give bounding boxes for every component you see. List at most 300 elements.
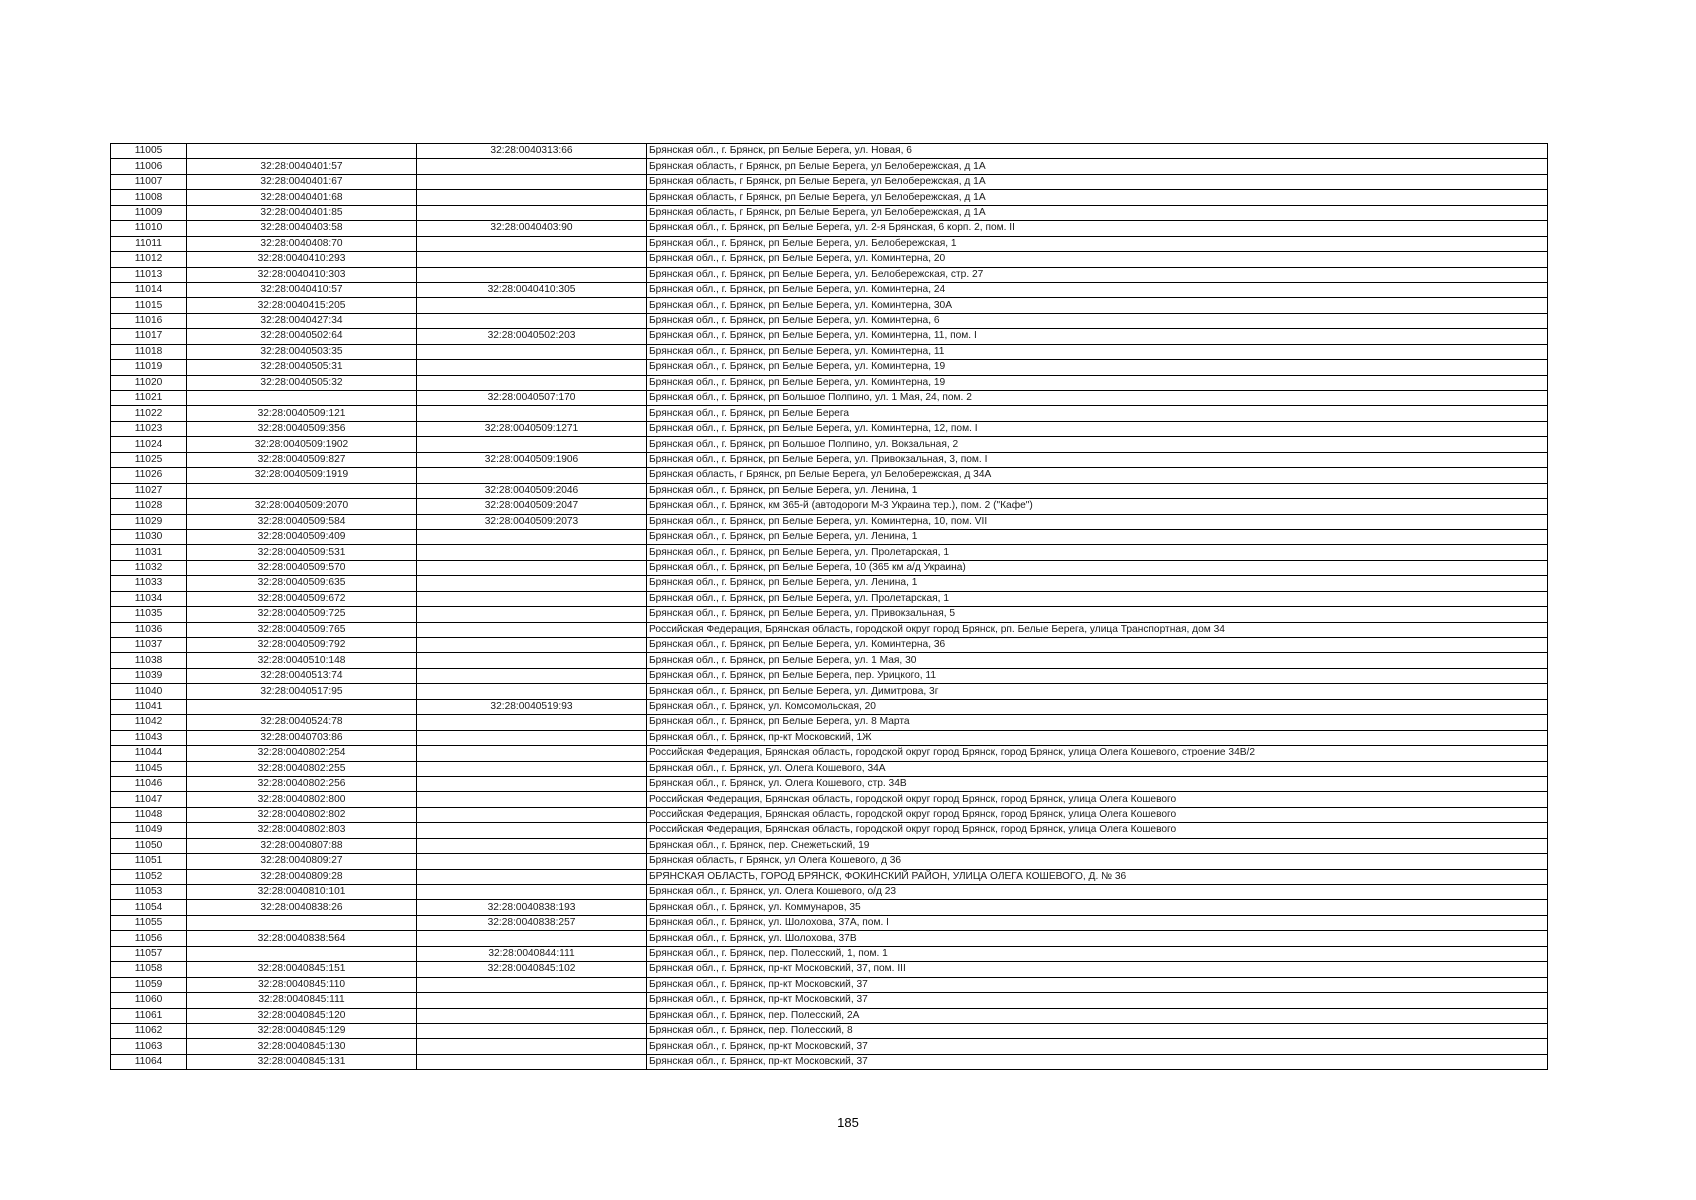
address-cell: Брянская обл., г. Брянск, ул. Олега Кошевого, стр. 34В <box>647 776 1548 791</box>
cadastral-number-cell <box>187 946 417 961</box>
table-row <box>111 576 1548 591</box>
table-row <box>111 344 1548 359</box>
related-cadastral-number-cell <box>417 360 647 375</box>
address-cell: Брянская обл., г. Брянск, рп Белые Берега <box>647 406 1548 421</box>
table-row <box>111 298 1548 313</box>
cadastral-number-cell: 32:28:0040845:151 <box>187 962 417 977</box>
cadastral-number-cell: 32:28:0040802:803 <box>187 823 417 838</box>
address-cell: Брянская обл., г. Брянск, рп Белые Берега, ул. Привокзальная, 5 <box>647 607 1548 622</box>
row-number-cell: 11032 <box>111 560 187 575</box>
related-cadastral-number-cell <box>417 607 647 622</box>
table-row <box>111 483 1548 498</box>
table-row <box>111 607 1548 622</box>
address-cell: Российская Федерация, Брянская область, городской округ город Брянск, город Брянск, улица Олега Кошевого, строение 34В/2 <box>647 746 1548 761</box>
cadastral-number-cell: 32:28:0040401:68 <box>187 190 417 205</box>
table-row <box>111 668 1548 683</box>
address-cell: Брянская обл., г. Брянск, ул. Олега Кошевого, о/д 23 <box>647 885 1548 900</box>
row-number-cell: 11018 <box>111 344 187 359</box>
row-number-cell: 11056 <box>111 931 187 946</box>
address-cell: Брянская обл., г. Брянск, рп Белые Берега, ул. Коминтерна, 11, пом. I <box>647 329 1548 344</box>
cadastral-number-cell: 32:28:0040509:121 <box>187 406 417 421</box>
row-number-cell: 11021 <box>111 391 187 406</box>
related-cadastral-number-cell <box>417 885 647 900</box>
address-cell: Брянская обл., г. Брянск, ул. Коммунаров, 35 <box>647 900 1548 915</box>
row-number-cell: 11009 <box>111 205 187 220</box>
table-row <box>111 174 1548 189</box>
address-cell: Брянская обл., г. Брянск, рп Белые Берега, ул. Коминтерна, 19 <box>647 375 1548 390</box>
address-cell: Брянская обл., г. Брянск, рп Белые Берега, ул. Коминтерна, 10, пом. VII <box>647 514 1548 529</box>
table-row <box>111 267 1548 282</box>
row-number-cell: 11050 <box>111 838 187 853</box>
cadastral-number-cell: 32:28:0040509:792 <box>187 638 417 653</box>
table-row <box>111 900 1548 915</box>
table-row <box>111 807 1548 822</box>
address-cell: Брянская обл., г. Брянск, пр-кт Московский, 1Ж <box>647 730 1548 745</box>
cadastral-number-cell: 32:28:0040802:254 <box>187 746 417 761</box>
related-cadastral-number-cell <box>417 638 647 653</box>
cadastral-number-cell: 32:28:0040410:57 <box>187 282 417 297</box>
cadastral-number-cell: 32:28:0040509:1919 <box>187 468 417 483</box>
cadastral-number-cell: 32:28:0040845:131 <box>187 1054 417 1069</box>
cadastral-number-cell: 32:28:0040802:800 <box>187 792 417 807</box>
related-cadastral-number-cell <box>417 792 647 807</box>
table-row <box>111 638 1548 653</box>
table-row <box>111 622 1548 637</box>
cadastral-number-cell: 32:28:0040505:31 <box>187 360 417 375</box>
cadastral-number-cell: 32:28:0040502:64 <box>187 329 417 344</box>
related-cadastral-number-cell <box>417 1023 647 1038</box>
cadastral-number-cell: 32:28:0040408:70 <box>187 236 417 251</box>
row-number-cell: 11008 <box>111 190 187 205</box>
cadastral-number-cell: 32:28:0040845:120 <box>187 1008 417 1023</box>
row-number-cell: 11058 <box>111 962 187 977</box>
table-row <box>111 313 1548 328</box>
row-number-cell: 11041 <box>111 699 187 714</box>
related-cadastral-number-cell <box>417 190 647 205</box>
cadastral-number-cell: 32:28:0040410:293 <box>187 252 417 267</box>
address-cell: Брянская обл., г. Брянск, рп Большое Полпино, ул. Вокзальная, 2 <box>647 437 1548 452</box>
address-cell: Брянская обл., г. Брянск, пр-кт Московский, 37 <box>647 993 1548 1008</box>
related-cadastral-number-cell <box>417 823 647 838</box>
table-row <box>111 236 1548 251</box>
related-cadastral-number-cell <box>417 746 647 761</box>
related-cadastral-number-cell: 32:28:0040838:193 <box>417 900 647 915</box>
cadastral-number-cell: 32:28:0040838:26 <box>187 900 417 915</box>
address-cell: Брянская обл., г. Брянск, рп Белые Берега, ул. Пролетарская, 1 <box>647 591 1548 606</box>
cadastral-number-cell: 32:28:0040802:256 <box>187 776 417 791</box>
table-row <box>111 962 1548 977</box>
cadastral-number-cell: 32:28:0040403:58 <box>187 221 417 236</box>
row-number-cell: 11054 <box>111 900 187 915</box>
row-number-cell: 11013 <box>111 267 187 282</box>
table-row <box>111 1023 1548 1038</box>
cadastral-number-cell <box>187 483 417 498</box>
cadastral-number-cell: 32:28:0040524:78 <box>187 715 417 730</box>
row-number-cell: 11037 <box>111 638 187 653</box>
row-number-cell: 11017 <box>111 329 187 344</box>
cadastral-number-cell: 32:28:0040845:130 <box>187 1039 417 1054</box>
cadastral-number-cell: 32:28:0040845:110 <box>187 977 417 992</box>
related-cadastral-number-cell <box>417 205 647 220</box>
cadastral-number-cell: 32:28:0040503:35 <box>187 344 417 359</box>
table-row <box>111 792 1548 807</box>
row-number-cell: 11061 <box>111 1008 187 1023</box>
table-row <box>111 699 1548 714</box>
table-row <box>111 391 1548 406</box>
related-cadastral-number-cell <box>417 931 647 946</box>
table-row <box>111 437 1548 452</box>
cadastral-number-cell: 32:28:0040410:303 <box>187 267 417 282</box>
cadastral-number-cell: 32:28:0040509:672 <box>187 591 417 606</box>
cadastral-number-cell: 32:28:0040401:85 <box>187 205 417 220</box>
table-row <box>111 854 1548 869</box>
address-cell: Брянская обл., г. Брянск, рп Белые Берега, ул. Пролетарская, 1 <box>647 545 1548 560</box>
table-row <box>111 560 1548 575</box>
related-cadastral-number-cell <box>417 1008 647 1023</box>
row-number-cell: 11027 <box>111 483 187 498</box>
address-cell: Брянская обл., г. Брянск, пр-кт Московский, 37 <box>647 1054 1548 1069</box>
cadastral-number-cell: 32:28:0040845:111 <box>187 993 417 1008</box>
row-number-cell: 11016 <box>111 313 187 328</box>
related-cadastral-number-cell <box>417 668 647 683</box>
address-cell: Брянская обл., г. Брянск, рп Белые Берега, ул. Новая, 6 <box>647 144 1548 159</box>
row-number-cell: 11051 <box>111 854 187 869</box>
table-row <box>111 885 1548 900</box>
address-cell: Брянская обл., г. Брянск, рп Белые Берега, ул. Коминтерна, 19 <box>647 360 1548 375</box>
address-cell: Брянская обл., г. Брянск, ул. Комсомольская, 20 <box>647 699 1548 714</box>
table-row <box>111 452 1548 467</box>
cadastral-number-cell: 32:28:0040703:86 <box>187 730 417 745</box>
related-cadastral-number-cell <box>417 560 647 575</box>
row-number-cell: 11053 <box>111 885 187 900</box>
table-row <box>111 282 1548 297</box>
address-cell: Брянская обл., г. Брянск, рп Белые Берега, ул. Коминтерна, 24 <box>647 282 1548 297</box>
cadastral-number-cell: 32:28:0040510:148 <box>187 653 417 668</box>
row-number-cell: 11035 <box>111 607 187 622</box>
table-row <box>111 1039 1548 1054</box>
row-number-cell: 11049 <box>111 823 187 838</box>
address-cell: Брянская обл., г. Брянск, ул. Шолохова, 37В <box>647 931 1548 946</box>
related-cadastral-number-cell: 32:28:0040403:90 <box>417 221 647 236</box>
cadastral-number-cell: 32:28:0040845:129 <box>187 1023 417 1038</box>
address-cell: Брянская обл., г. Брянск, рп Белые Берега, ул. 1 Мая, 30 <box>647 653 1548 668</box>
row-number-cell: 11005 <box>111 144 187 159</box>
related-cadastral-number-cell: 32:28:0040509:1906 <box>417 452 647 467</box>
row-number-cell: 11036 <box>111 622 187 637</box>
related-cadastral-number-cell <box>417 159 647 174</box>
related-cadastral-number-cell <box>417 1039 647 1054</box>
table-row <box>111 993 1548 1008</box>
address-cell: Брянская обл., г. Брянск, пр-кт Московский, 37 <box>647 1039 1548 1054</box>
cadastral-number-cell: 32:28:0040505:32 <box>187 375 417 390</box>
row-number-cell: 11010 <box>111 221 187 236</box>
related-cadastral-number-cell <box>417 529 647 544</box>
address-cell: Брянская обл., г. Брянск, рп Белые Берега, ул. Коминтерна, 30А <box>647 298 1548 313</box>
row-number-cell: 11048 <box>111 807 187 822</box>
address-cell: Брянская обл., г. Брянск, пер. Полесский, 2А <box>647 1008 1548 1023</box>
address-cell: Брянская обл., г. Брянск, рп Белые Берега, ул. Коминтерна, 36 <box>647 638 1548 653</box>
related-cadastral-number-cell: 32:28:0040844:111 <box>417 946 647 961</box>
table-row <box>111 977 1548 992</box>
row-number-cell: 11019 <box>111 360 187 375</box>
table-row <box>111 746 1548 761</box>
related-cadastral-number-cell <box>417 977 647 992</box>
address-cell: Брянская обл., г. Брянск, км 365-й (автодороги М-3 Украина тер.), пом. 2 ("Кафе") <box>647 499 1548 514</box>
table-row <box>111 684 1548 699</box>
table-row <box>111 468 1548 483</box>
address-cell: Брянская обл., г. Брянск, пер. Полесский, 8 <box>647 1023 1548 1038</box>
related-cadastral-number-cell <box>417 576 647 591</box>
cadastral-number-cell: 32:28:0040802:802 <box>187 807 417 822</box>
address-cell: Брянская обл., г. Брянск, пер. Снежетьский, 19 <box>647 838 1548 853</box>
related-cadastral-number-cell <box>417 653 647 668</box>
related-cadastral-number-cell: 32:28:0040313:66 <box>417 144 647 159</box>
address-cell: Брянская обл., г. Брянск, рп Белые Берега, ул. Ленина, 1 <box>647 529 1548 544</box>
related-cadastral-number-cell <box>417 406 647 421</box>
related-cadastral-number-cell: 32:28:0040838:257 <box>417 915 647 930</box>
cadastral-number-cell: 32:28:0040517:95 <box>187 684 417 699</box>
table-row <box>111 360 1548 375</box>
address-cell: Российская Федерация, Брянская область, городской округ город Брянск, город Брянск, улица Олега Кошевого <box>647 792 1548 807</box>
row-number-cell: 11023 <box>111 421 187 436</box>
table-row <box>111 946 1548 961</box>
address-cell: Брянская обл., г. Брянск, рп Белые Берега, ул. Коминтерна, 6 <box>647 313 1548 328</box>
cadastral-number-cell: 32:28:0040509:635 <box>187 576 417 591</box>
address-cell: Брянская обл., г. Брянск, рп Белые Берега, ул. Привокзальная, 3, пом. I <box>647 452 1548 467</box>
address-cell: Брянская область, г Брянск, рп Белые Берега, ул Белобережская, д 1А <box>647 205 1548 220</box>
row-number-cell: 11043 <box>111 730 187 745</box>
row-number-cell: 11007 <box>111 174 187 189</box>
row-number-cell: 11055 <box>111 915 187 930</box>
address-cell: Брянская обл., г. Брянск, рп Белые Берега, ул. Коминтерна, 12, пом. I <box>647 421 1548 436</box>
table-row <box>111 1054 1548 1069</box>
table-row <box>111 931 1548 946</box>
address-cell: Брянская обл., г. Брянск, рп Белые Берега, ул. Белобережская, стр. 27 <box>647 267 1548 282</box>
related-cadastral-number-cell <box>417 252 647 267</box>
row-number-cell: 11022 <box>111 406 187 421</box>
cadastral-number-cell: 32:28:0040809:27 <box>187 854 417 869</box>
row-number-cell: 11039 <box>111 668 187 683</box>
row-number-cell: 11011 <box>111 236 187 251</box>
related-cadastral-number-cell <box>417 776 647 791</box>
cadastral-number-cell: 32:28:0040513:74 <box>187 668 417 683</box>
related-cadastral-number-cell <box>417 236 647 251</box>
address-cell: Брянская область, г Брянск, рп Белые Берега, ул Белобережская, д 1А <box>647 159 1548 174</box>
row-number-cell: 11014 <box>111 282 187 297</box>
row-number-cell: 11042 <box>111 715 187 730</box>
row-number-cell: 11040 <box>111 684 187 699</box>
related-cadastral-number-cell <box>417 854 647 869</box>
related-cadastral-number-cell <box>417 375 647 390</box>
row-number-cell: 11044 <box>111 746 187 761</box>
related-cadastral-number-cell: 32:28:0040519:93 <box>417 699 647 714</box>
row-number-cell: 11059 <box>111 977 187 992</box>
table-row <box>111 776 1548 791</box>
address-cell: Российская Федерация, Брянская область, городской округ город Брянск, город Брянск, улица Олега Кошевого <box>647 807 1548 822</box>
address-cell: Брянская область, г Брянск, рп Белые Берега, ул Белобережская, д 1А <box>647 190 1548 205</box>
related-cadastral-number-cell <box>417 807 647 822</box>
property-table <box>110 143 1548 1070</box>
table-row <box>111 591 1548 606</box>
table-row <box>111 499 1548 514</box>
address-cell: Брянская обл., г. Брянск, ул. Шолохова, 37А, пом. I <box>647 915 1548 930</box>
table-row <box>111 869 1548 884</box>
table-row <box>111 838 1548 853</box>
row-number-cell: 11025 <box>111 452 187 467</box>
related-cadastral-number-cell: 32:28:0040410:305 <box>417 282 647 297</box>
related-cadastral-number-cell <box>417 838 647 853</box>
table-row <box>111 221 1548 236</box>
table-row <box>111 375 1548 390</box>
row-number-cell: 11060 <box>111 993 187 1008</box>
table-row <box>111 529 1548 544</box>
table-row <box>111 144 1548 159</box>
cadastral-number-cell: 32:28:0040509:356 <box>187 421 417 436</box>
cadastral-number-cell: 32:28:0040509:584 <box>187 514 417 529</box>
cadastral-number-cell: 32:28:0040415:205 <box>187 298 417 313</box>
related-cadastral-number-cell <box>417 298 647 313</box>
address-cell: Российская Федерация, Брянская область, городской округ город Брянск, рп. Белые Берега, улица Транспортная, дом 34 <box>647 622 1548 637</box>
table-row <box>111 823 1548 838</box>
address-cell: Брянская обл., г. Брянск, рп Белые Берега, ул. Коминтерна, 11 <box>647 344 1548 359</box>
related-cadastral-number-cell: 32:28:0040509:2046 <box>417 483 647 498</box>
address-cell: Брянская обл., г. Брянск, пр-кт Московский, 37, пом. III <box>647 962 1548 977</box>
address-cell: Брянская обл., г. Брянск, рп Белые Берега, ул. Белобережская, 1 <box>647 236 1548 251</box>
related-cadastral-number-cell <box>417 468 647 483</box>
table-row <box>111 421 1548 436</box>
related-cadastral-number-cell <box>417 993 647 1008</box>
row-number-cell: 11012 <box>111 252 187 267</box>
cadastral-number-cell: 32:28:0040401:57 <box>187 159 417 174</box>
table-row <box>111 406 1548 421</box>
related-cadastral-number-cell <box>417 545 647 560</box>
row-number-cell: 11057 <box>111 946 187 961</box>
table-row <box>111 653 1548 668</box>
row-number-cell: 11047 <box>111 792 187 807</box>
row-number-cell: 11026 <box>111 468 187 483</box>
address-cell: Брянская обл., г. Брянск, рп Большое Полпино, ул. 1 Мая, 24, пом. 2 <box>647 391 1548 406</box>
row-number-cell: 11038 <box>111 653 187 668</box>
table-row <box>111 252 1548 267</box>
table-row <box>111 205 1548 220</box>
related-cadastral-number-cell: 32:28:0040507:170 <box>417 391 647 406</box>
row-number-cell: 11033 <box>111 576 187 591</box>
cadastral-number-cell <box>187 915 417 930</box>
row-number-cell: 11046 <box>111 776 187 791</box>
page-number: 185 <box>837 1115 859 1130</box>
row-number-cell: 11063 <box>111 1039 187 1054</box>
address-cell: Российская Федерация, Брянская область, городской округ город Брянск, город Брянск, улица Олега Кошевого <box>647 823 1548 838</box>
cadastral-number-cell: 32:28:0040802:255 <box>187 761 417 776</box>
table-row <box>111 730 1548 745</box>
related-cadastral-number-cell <box>417 344 647 359</box>
row-number-cell: 11015 <box>111 298 187 313</box>
table-row <box>111 545 1548 560</box>
row-number-cell: 11062 <box>111 1023 187 1038</box>
related-cadastral-number-cell: 32:28:0040509:2047 <box>417 499 647 514</box>
table-body <box>111 144 1548 1070</box>
address-cell: Брянская обл., г. Брянск, рп Белые Берега, пер. Урицкого, 11 <box>647 668 1548 683</box>
table-row <box>111 1008 1548 1023</box>
row-number-cell: 11034 <box>111 591 187 606</box>
address-cell: Брянская обл., г. Брянск, рп Белые Берега, ул. Коминтерна, 20 <box>647 252 1548 267</box>
row-number-cell: 11028 <box>111 499 187 514</box>
row-number-cell: 11020 <box>111 375 187 390</box>
address-cell: Брянская область, г Брянск, ул Олега Кошевого, д 36 <box>647 854 1548 869</box>
related-cadastral-number-cell <box>417 761 647 776</box>
table-row <box>111 329 1548 344</box>
cadastral-number-cell: 32:28:0040509:409 <box>187 529 417 544</box>
related-cadastral-number-cell <box>417 437 647 452</box>
cadastral-number-cell: 32:28:0040509:765 <box>187 622 417 637</box>
table-row <box>111 190 1548 205</box>
related-cadastral-number-cell: 32:28:0040502:203 <box>417 329 647 344</box>
related-cadastral-number-cell <box>417 684 647 699</box>
row-number-cell: 11029 <box>111 514 187 529</box>
table-row <box>111 715 1548 730</box>
related-cadastral-number-cell: 32:28:0040509:1271 <box>417 421 647 436</box>
cadastral-number-cell: 32:28:0040509:1902 <box>187 437 417 452</box>
related-cadastral-number-cell <box>417 1054 647 1069</box>
address-cell: Брянская обл., г. Брянск, пр-кт Московский, 37 <box>647 977 1548 992</box>
related-cadastral-number-cell <box>417 591 647 606</box>
cadastral-number-cell <box>187 144 417 159</box>
table-row <box>111 761 1548 776</box>
address-cell: Брянская обл., г. Брянск, рп Белые Берега, ул. 2-я Брянская, 6 корп. 2, пом. II <box>647 221 1548 236</box>
row-number-cell: 11024 <box>111 437 187 452</box>
related-cadastral-number-cell <box>417 267 647 282</box>
cadastral-number-cell: 32:28:0040509:531 <box>187 545 417 560</box>
address-cell: Брянская область, г Брянск, рп Белые Берега, ул Белобережская, д 1А <box>647 174 1548 189</box>
cadastral-number-cell: 32:28:0040838:564 <box>187 931 417 946</box>
related-cadastral-number-cell <box>417 174 647 189</box>
cadastral-number-cell: 32:28:0040509:725 <box>187 607 417 622</box>
address-cell: Брянская область, г Брянск, рп Белые Берега, ул Белобережская, д 34А <box>647 468 1548 483</box>
row-number-cell: 11006 <box>111 159 187 174</box>
address-cell: Брянская обл., г. Брянск, рп Белые Берега, ул. Ленина, 1 <box>647 483 1548 498</box>
row-number-cell: 11052 <box>111 869 187 884</box>
cadastral-number-cell: 32:28:0040810:101 <box>187 885 417 900</box>
related-cadastral-number-cell <box>417 313 647 328</box>
cadastral-number-cell: 32:28:0040509:827 <box>187 452 417 467</box>
cadastral-number-cell: 32:28:0040427:34 <box>187 313 417 328</box>
address-cell: Брянская обл., г. Брянск, рп Белые Берега, 10 (365 км а/д Украина) <box>647 560 1548 575</box>
address-cell: Брянская обл., г. Брянск, пер. Полесский, 1, пом. 1 <box>647 946 1548 961</box>
cadastral-number-cell: 32:28:0040807:88 <box>187 838 417 853</box>
table-row <box>111 159 1548 174</box>
row-number-cell: 11030 <box>111 529 187 544</box>
cadastral-number-cell: 32:28:0040401:67 <box>187 174 417 189</box>
cadastral-number-cell <box>187 699 417 714</box>
address-cell: Брянская обл., г. Брянск, рп Белые Берега, ул. Димитрова, 3г <box>647 684 1548 699</box>
address-cell: Брянская обл., г. Брянск, рп Белые Берега, ул. Ленина, 1 <box>647 576 1548 591</box>
table-row <box>111 915 1548 930</box>
related-cadastral-number-cell <box>417 730 647 745</box>
related-cadastral-number-cell <box>417 715 647 730</box>
address-cell: БРЯНСКАЯ ОБЛАСТЬ, ГОРОД БРЯНСК, ФОКИНСКИЙ РАЙОН, УЛИЦА ОЛЕГА КОШЕВОГО, Д. № 36 <box>647 869 1548 884</box>
address-cell: Брянская обл., г. Брянск, рп Белые Берега, ул. 8 Марта <box>647 715 1548 730</box>
related-cadastral-number-cell <box>417 869 647 884</box>
cadastral-number-cell: 32:28:0040509:570 <box>187 560 417 575</box>
related-cadastral-number-cell: 32:28:0040509:2073 <box>417 514 647 529</box>
address-cell: Брянская обл., г. Брянск, ул. Олега Кошевого, 34А <box>647 761 1548 776</box>
cadastral-number-cell: 32:28:0040509:2070 <box>187 499 417 514</box>
row-number-cell: 11064 <box>111 1054 187 1069</box>
related-cadastral-number-cell <box>417 622 647 637</box>
cadastral-number-cell: 32:28:0040809:28 <box>187 869 417 884</box>
row-number-cell: 11031 <box>111 545 187 560</box>
table-row <box>111 514 1548 529</box>
